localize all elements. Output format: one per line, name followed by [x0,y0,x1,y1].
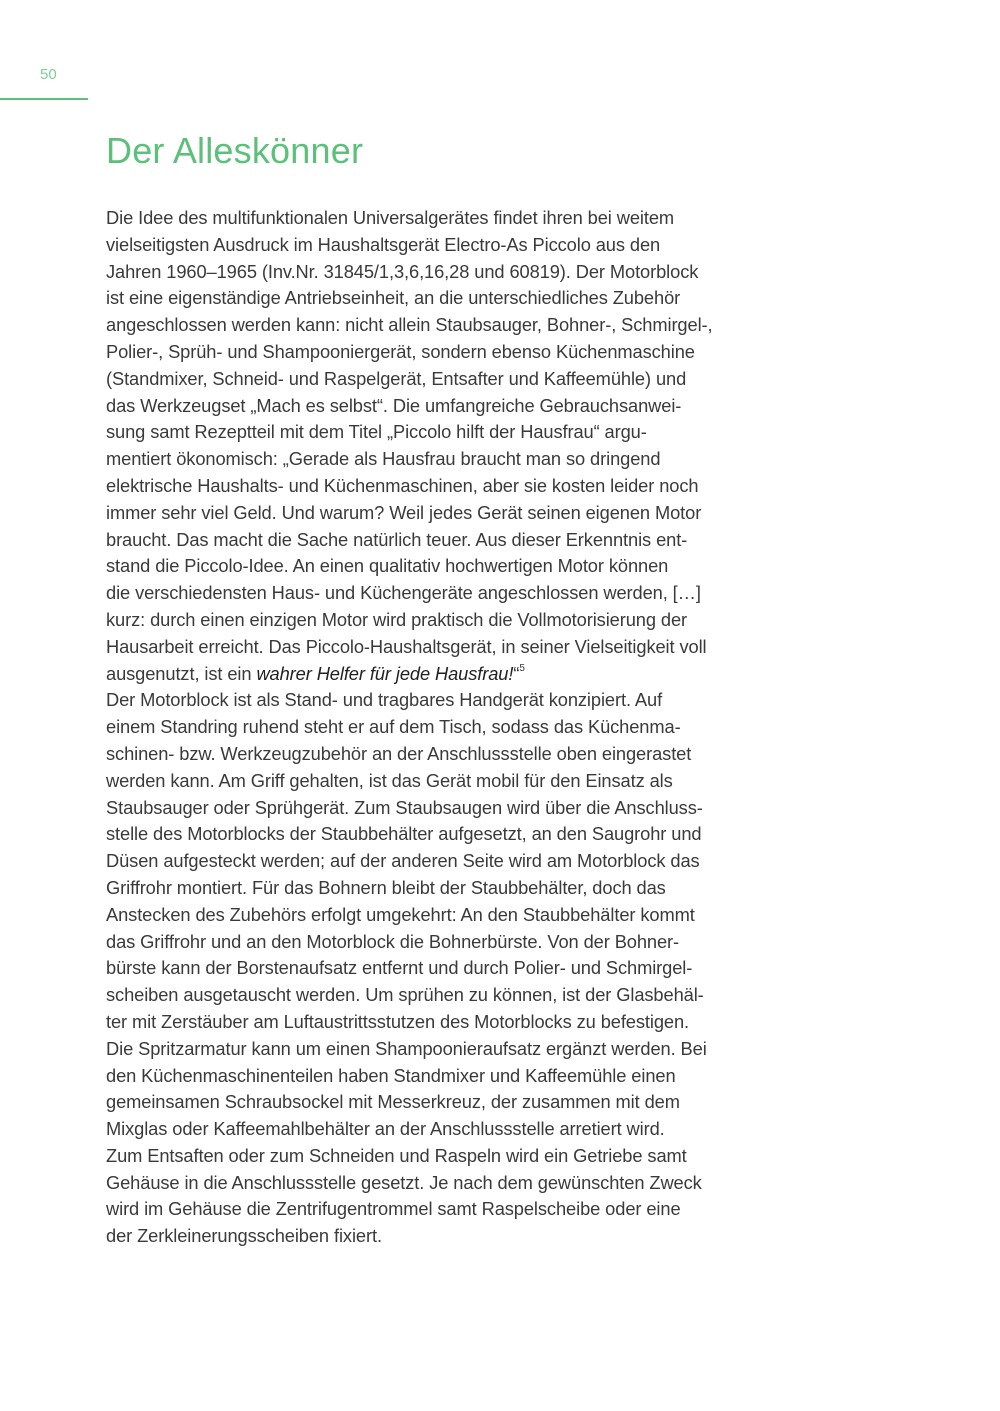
text-line: den Küchenmaschinenteilen haben Standmixer und Kaffeemühle einen [106,1064,676,1086]
text-line: sung samt Rezeptteil mit dem Titel „Piccolo hilft der Hausfrau“ argu- [106,421,647,443]
text-line: Die Spritzarmatur kann um einen Shampoonieraufsatz ergänzt werden. Bei [106,1037,707,1059]
text-line: stand die Piccolo-Idee. An einen qualitativ hochwertigen Motor können [106,555,669,577]
text-line: scheiben ausgetauscht werden. Um sprühen zu können, ist der Glasbehäl- [106,984,704,1006]
text-line: Anstecken des Zubehörs erfolgt umgekehrt: An den Staubbehälter kommt [106,903,695,925]
text-segment: ausgenutzt, ist ein [106,662,257,684]
text-line: Polier-, Sprüh- und Shampooniergerät, sondern ebenso Küchenmaschine [106,340,695,362]
paragraph-1 [106,205,786,661]
text-line: bürste kann der Borstenaufsatz entfernt und durch Polier- und Schmirgel- [106,957,693,979]
text-line: gemeinsamen Schraubsockel mit Messerkreuz, der zusammen mit dem [106,1091,680,1113]
text-line: mentiert ökonomisch: „Gerade als Hausfrau braucht man so dringend [106,448,661,470]
text-line: immer sehr viel Geld. Und warum? Weil jedes Gerät seinen eigenen Motor [106,501,702,523]
emphasized-quote: wahrer Helfer für jede Hausfrau! [256,662,514,684]
text-line: Mixglas oder Kaffeemahlbehälter an der Anschlussstelle arretiert wird. [106,1118,665,1140]
text-line: Düsen aufgesteckt werden; auf der anderen Seite wird am Motorblock das [106,850,700,872]
text-line: kurz: durch einen einzigen Motor wird praktisch die Vollmotorisierung der [106,608,688,630]
text-line: stelle des Motorblocks der Staubbehälter aufgesetzt, an den Saugrohr und [106,823,702,845]
text-line: wird im Gehäuse die Zentrifugentrommel samt Raspelscheibe oder eine [106,1198,681,1220]
text-line: der Zerkleinerungsscheiben fixiert. [106,1225,382,1247]
text-line: (Standmixer, Schneid- und Raspelgerät, Entsafter und Kaffeemühle) und [106,367,687,389]
text-line: Der Motorblock ist als Stand- und tragbares Handgerät konzipiert. Auf [106,689,663,711]
header-rule [0,98,88,100]
footnote-marker[interactable]: 5 [519,662,525,674]
text-line [106,661,786,688]
text-line: Gehäuse in die Anschlussstelle gesetzt. Je nach dem gewünschten Zweck [106,1171,702,1193]
page-title: Der Alleskönner [106,130,364,171]
text-line: Die Idee des multifunktionalen Universalgerätes findet ihren bei weitem [106,207,675,228]
text-line: werden kann. Am Griff gehalten, ist das Gerät mobil für den Einsatz als [106,769,673,791]
text-line: braucht. Das macht die Sache natürlich teuer. Aus dieser Erkenntnis ent- [106,528,688,550]
text-line: das Griffrohr und an den Motorblock die Bohnerbürste. Von der Bohner- [106,930,680,952]
text-line: Griffrohr montiert. Für das Bohnern bleibt der Staubbehälter, doch das [106,876,666,898]
text-line: die verschiedensten Haus- und Küchengeräte angeschlossen werden, […] [106,582,701,604]
closing-quote: “ [513,662,520,684]
text-line: das Werkzeugset „Mach es selbst“. Die umfangreiche Gebrauchsanwei- [106,394,682,416]
body-text [106,205,786,1250]
text-line: angeschlossen werden kann: nicht allein Staubsauger, Bohner-, Schmirgel-, [106,314,713,336]
text-line: vielseitigsten Ausdruck im Haushaltsgerät Electro-As Piccolo aus den [106,233,661,255]
text-line: Hausarbeit erreicht. Das Piccolo-Haushaltsgerät, in seiner Vielseitigkeit voll [106,635,707,657]
text-line: einem Standring ruhend steht er auf dem Tisch, sodass das Küchenma- [106,716,681,738]
text-line: Jahren 1960–1965 (Inv.Nr. 31845/1,3,6,16,28 und 60819). Der Motorblock [106,260,699,282]
text-line: Staubsauger oder Sprühgerät. Zum Staubsaugen wird über die Anschluss- [106,796,703,818]
text-line: schinen- bzw. Werkzeugzubehör an der Anschlussstelle oben eingerastet [106,742,692,764]
text-line: ist eine eigenständige Antriebseinheit, an die unterschiedliches Zubehör [106,287,681,309]
text-line: ter mit Zerstäuber am Luftaustrittsstutzen des Motorblocks zu befestigen. [106,1010,690,1032]
text-line: elektrische Haushalts- und Küchenmaschinen, aber sie kosten leider noch [106,474,699,496]
paragraph-2 [106,687,786,1250]
text-line: Zum Entsaften oder zum Schneiden und Raspeln wird ein Getriebe samt [106,1144,687,1166]
page-number: 50 [40,66,57,83]
